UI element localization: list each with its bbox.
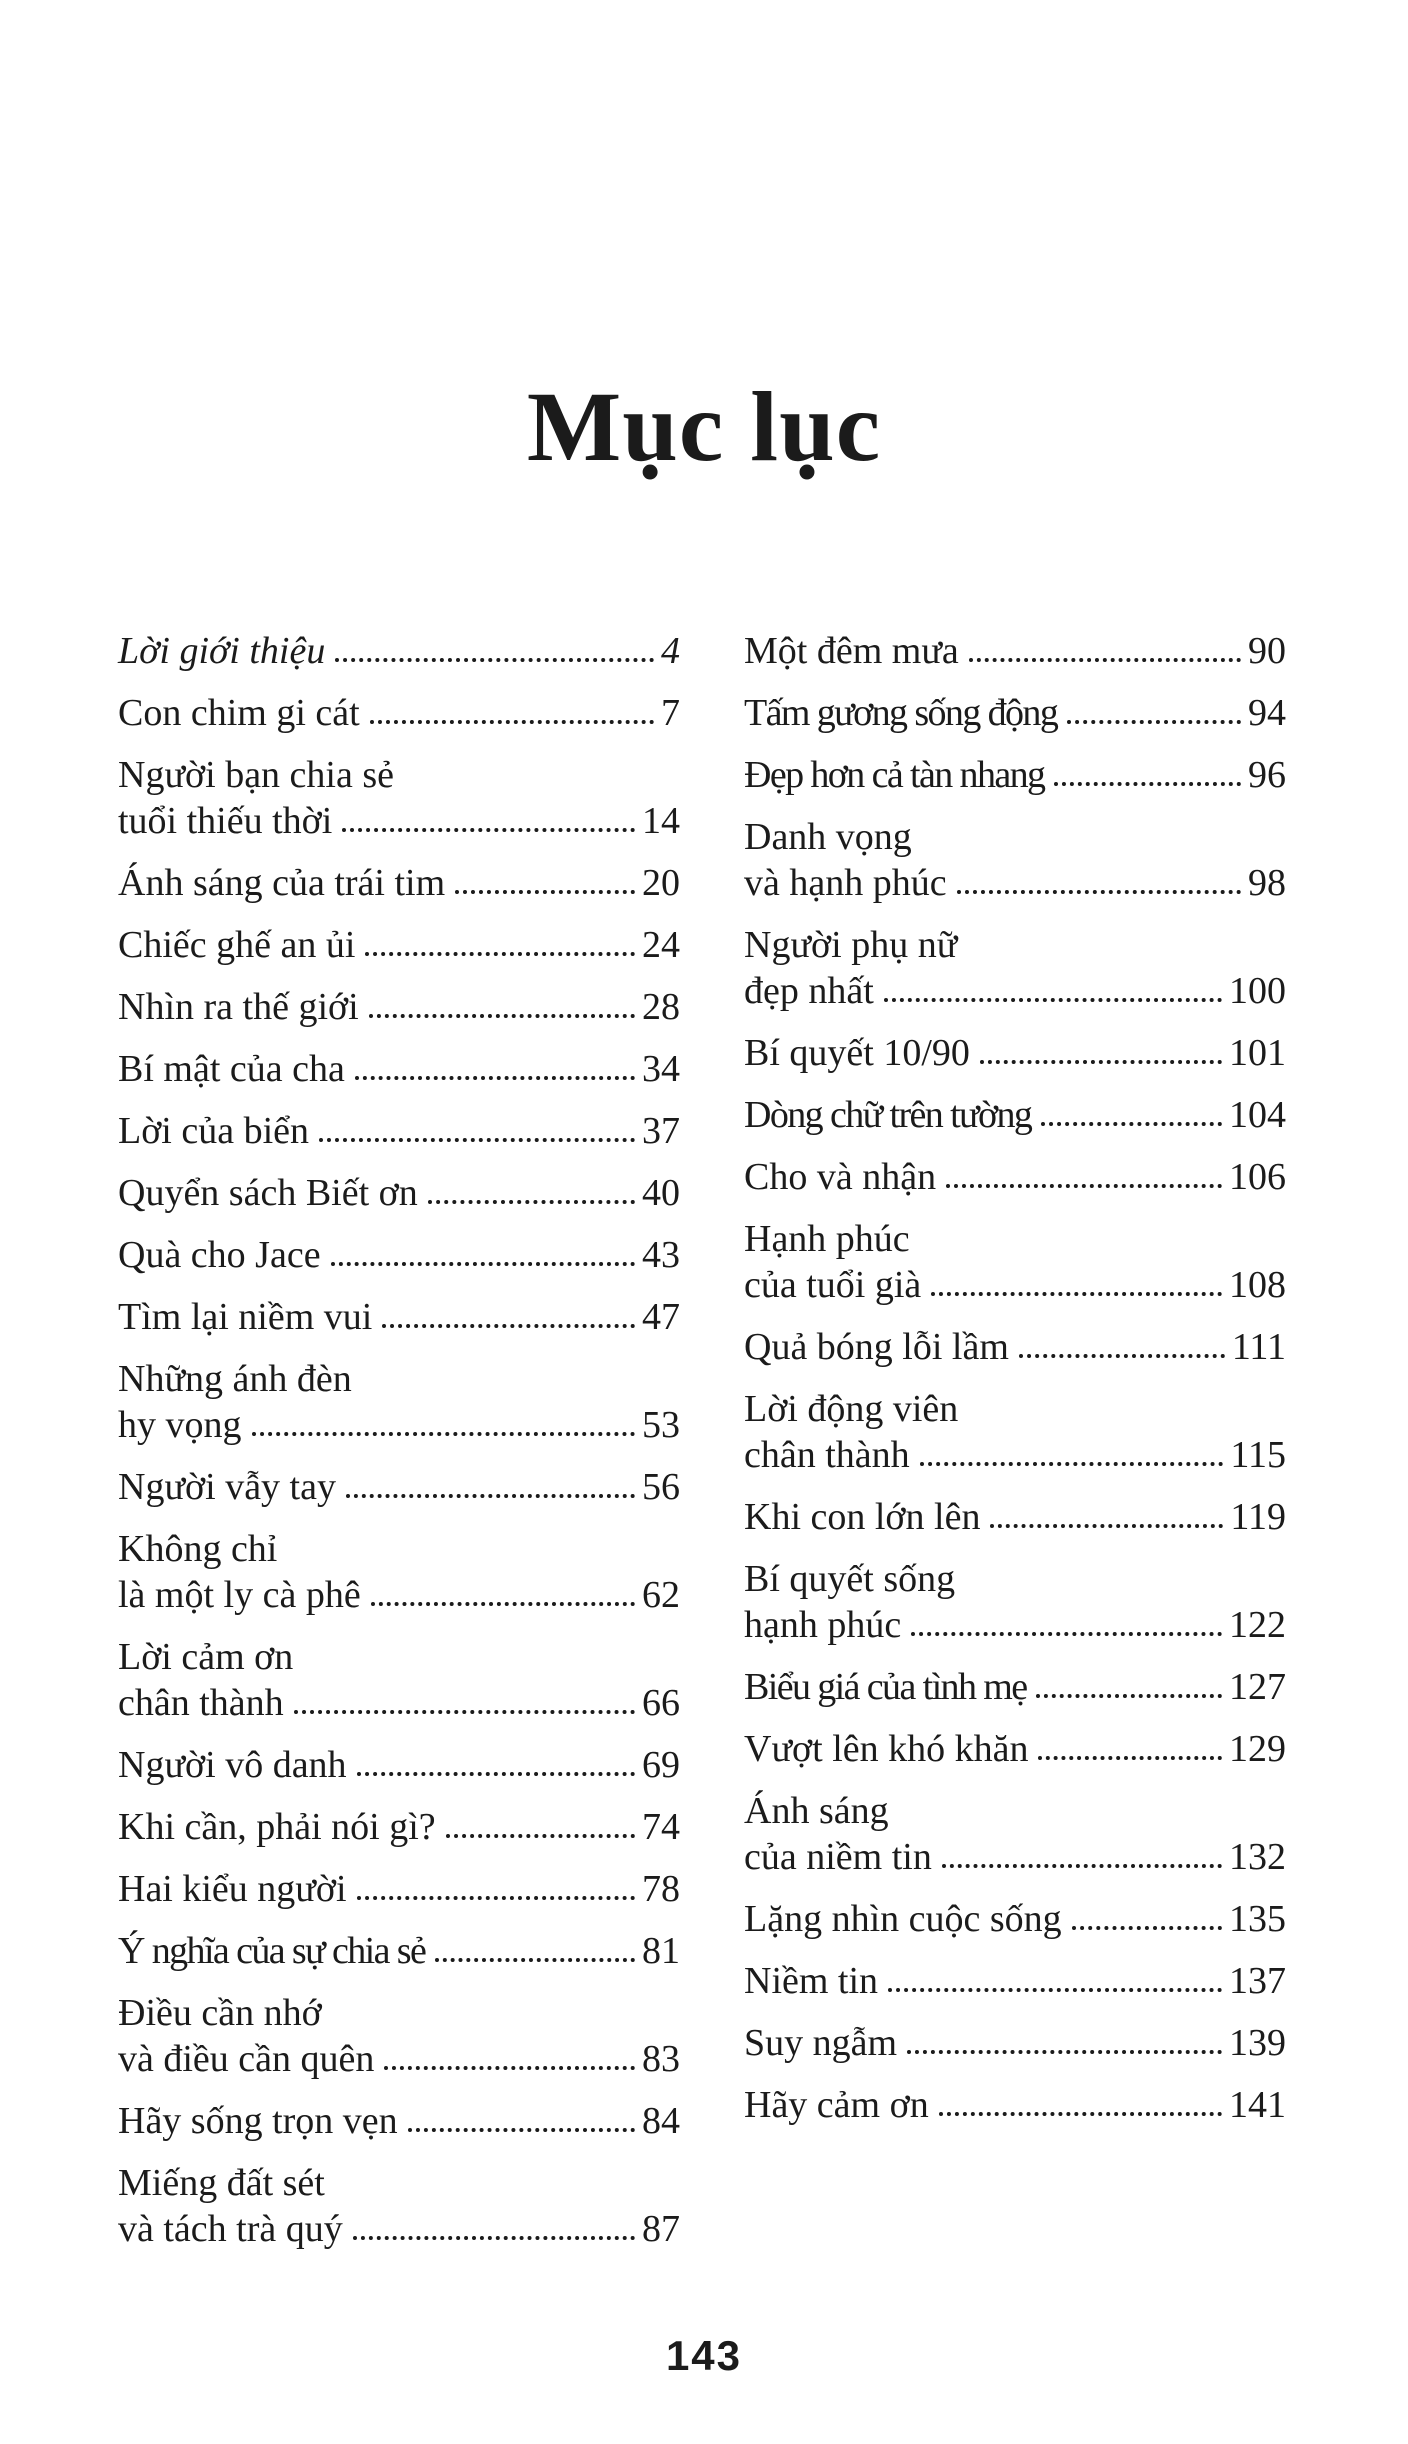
toc-entry-title: Hãy sống trọn vẹn [118,2100,398,2142]
toc-entry-row [118,1572,680,1618]
toc-entry [118,984,680,1030]
toc-entry-title: hy vọng [118,1404,242,1446]
dot-leader [1041,1122,1222,1126]
toc-entry [744,1216,1286,1308]
toc-entry-title: Đẹp hơn cả tàn nhang [744,754,1045,796]
dot-leader [939,2112,1222,2116]
dot-leader [888,1988,1222,1992]
toc-entry [744,1386,1286,1478]
toc-page-number: 100 [1229,970,1286,1012]
toc-entry-title: Quà cho Jace [118,1234,321,1276]
toc-entry-title: đẹp nhất [744,970,874,1012]
toc-page-number: 84 [642,2100,680,2142]
dot-leader [346,1494,635,1498]
toc-entry-title: Vượt lên khó khăn [744,1728,1029,1770]
dot-leader [384,2066,635,2070]
toc-entry [744,690,1286,736]
toc-entry-title: Hai kiểu người [118,1868,347,1910]
dot-leader [357,1772,635,1776]
toc-page-number: 53 [642,1404,680,1446]
toc-entry-title-line: Lời cảm ơn [118,1636,294,1678]
dot-leader [353,2236,635,2240]
toc-entry [118,922,680,968]
toc-page-number: 119 [1230,1496,1286,1538]
toc-entry-row [118,1804,680,1850]
toc-entry [744,1664,1286,1710]
toc-page-number: 14 [642,800,680,842]
toc-entry-title: Con chim gi cát [118,692,360,734]
toc-entry-row [118,1046,680,1092]
toc-entry-row [118,690,680,736]
toc-entry-row [744,1092,1286,1138]
dot-leader [408,2128,635,2132]
toc-entry [744,922,1286,1014]
toc-entry-title: Bí mật của cha [118,1048,345,1090]
toc-entry-row [744,1494,1286,1540]
toc-entry-title: Khi cần, phải nói gì? [118,1806,436,1848]
toc-entry [118,1046,680,1092]
toc-entry-row [118,984,680,1030]
toc-entry [744,814,1286,906]
toc-page-number: 4 [661,630,680,672]
toc-page-number: 111 [1231,1326,1286,1368]
toc-entry-row [118,1402,680,1448]
toc-entry [118,628,680,674]
toc-entry-title: Người vẫy tay [118,1466,336,1508]
toc-entry-title: Lặng nhìn cuộc sống [744,1898,1062,1940]
toc-page-number: 141 [1229,2084,1286,2126]
toc-entry-title: Biểu giá của tình mẹ [744,1666,1027,1708]
dot-leader [355,1076,635,1080]
toc-page-number: 43 [642,1234,680,1276]
toc-entry-title: Tấm gương sống động [744,692,1058,734]
toc-entry-row [744,1324,1286,1370]
toc-entry [744,1494,1286,1540]
toc-entry [118,1526,680,1618]
toc-page-number: 115 [1230,1434,1286,1476]
dot-leader [931,1292,1222,1296]
toc-page-number: 104 [1229,1094,1286,1136]
toc-page-number: 98 [1248,862,1286,904]
toc-page-number: 7 [661,692,680,734]
toc-entry [744,1726,1286,1772]
dot-leader [1054,782,1241,786]
dot-leader [365,952,635,956]
toc-page-number: 37 [642,1110,680,1152]
toc-entry-row [744,2020,1286,2066]
toc-entry-title: Lời của biển [118,1110,310,1152]
dot-leader [357,1896,635,1900]
toc-entry-title: chân thành [118,1682,284,1724]
toc-page-number: 106 [1229,1156,1286,1198]
dot-leader [1019,1354,1225,1358]
dot-leader [1072,1926,1222,1930]
toc-entry [118,1170,680,1216]
toc-page-number: 40 [642,1172,680,1214]
toc-entry-title: Người vô danh [118,1744,347,1786]
toc-entry [118,1928,680,1974]
toc-page-number: 122 [1229,1604,1286,1646]
toc-page-number: 87 [642,2208,680,2250]
toc-page-number: 108 [1229,1264,1286,1306]
toc-entry-row [118,1170,680,1216]
toc-entry [744,1896,1286,1942]
toc-entry [118,1866,680,1912]
toc-entry-row [744,968,1286,1014]
toc-page-number: 90 [1248,630,1286,672]
toc-entry-row [744,2082,1286,2128]
toc-entry-title: Nhìn ra thế giới [118,986,359,1028]
dot-leader [382,1324,635,1328]
dot-leader [435,1958,635,1962]
toc-entry [744,628,1286,674]
toc-entry-title-line: Hạnh phúc [744,1218,910,1260]
toc-page-number: 47 [642,1296,680,1338]
dot-leader [331,1262,635,1266]
toc-page-number: 56 [642,1466,680,1508]
toc-entry-row [118,1928,680,1974]
toc-entry-title: Niềm tin [744,1960,879,2002]
dot-leader [319,1138,635,1142]
toc-entry-title-line: Ánh sáng [744,1790,889,1832]
toc-entry-title: hạnh phúc [744,1604,902,1646]
toc-page-number: 127 [1229,1666,1286,1708]
toc-entry-row [118,2098,680,2144]
dot-leader [990,1524,1223,1528]
toc-entry-title-line: Điều cần nhớ [118,1992,322,2034]
toc-entry [744,1154,1286,1200]
toc-page-number: 28 [642,986,680,1028]
toc-entry-title: là một ly cà phê [118,1574,361,1616]
folio-page-number: 143 [665,2332,743,2379]
toc-entry-title-line: Danh vọng [744,816,912,858]
toc-entry [744,752,1286,798]
toc-entry-row [744,1602,1286,1648]
toc-entry-title: Ý nghĩa của sự chia sẻ [118,1930,426,1972]
toc-entry-row [744,1664,1286,1710]
toc-entry-title-line: Những ánh đèn [118,1358,352,1400]
toc-page-number: 34 [642,1048,680,1090]
toc-entry-row [118,1742,680,1788]
toc-entry [118,2098,680,2144]
dot-leader [371,1602,635,1606]
toc-entry [744,1324,1286,1370]
toc-page-number: 135 [1229,1898,1286,1940]
toc-entry [118,690,680,736]
toc-entry-row [118,1294,680,1340]
toc-entry-title: Suy ngẫm [744,2022,898,2064]
toc-entry-title: và điều cần quên [118,2038,375,2080]
toc-page-number: 83 [642,2038,680,2080]
toc-page-number: 74 [642,1806,680,1848]
toc-entry-title: Dòng chữ trên tường [744,1094,1032,1136]
toc-entry [744,1092,1286,1138]
dot-leader [252,1432,636,1436]
toc-entry-title: Lời giới thiệu [118,630,326,672]
toc-entry-row [744,1834,1286,1880]
toc-page-number: 81 [642,1930,680,1972]
dot-leader [920,1462,1224,1466]
toc-entry [118,860,680,906]
toc-entry-row [744,1262,1286,1308]
toc-entry-title: Một đêm mưa [744,630,959,672]
toc-entry-row [118,798,680,844]
toc-column-left [118,628,680,2268]
toc-entry [744,1958,1286,2004]
toc-entry [118,1232,680,1278]
toc-entry-row [744,752,1286,798]
toc-entry-row [744,1958,1286,2004]
toc-entry-row [744,860,1286,906]
toc-page-number: 62 [642,1574,680,1616]
page-title: Mục lục [526,371,882,482]
toc-entry-row [118,1680,680,1726]
toc-page-number: 137 [1229,1960,1286,2002]
toc-entry-row [118,922,680,968]
dot-leader [884,998,1222,1002]
toc-page-number: 69 [642,1744,680,1786]
toc-entry-title: Ánh sáng của trái tim [118,862,446,904]
toc-entry-row [118,1866,680,1912]
toc-entry-row [744,1432,1286,1478]
toc-entry-row [118,2036,680,2082]
toc-page-number: 129 [1229,1728,1286,1770]
toc-entry-row [118,1232,680,1278]
toc-page-number: 96 [1248,754,1286,796]
toc-page-number: 20 [642,862,680,904]
toc-entry-title: của tuổi già [744,1264,922,1306]
toc-entry-title: Chiếc ghế an ủi [118,924,356,966]
toc-entry [744,1556,1286,1648]
toc-entry-row [744,690,1286,736]
toc-page-number: 139 [1229,2022,1286,2064]
toc-entry-title-line: Người phụ nữ [744,924,958,966]
dot-leader [1038,1756,1222,1760]
toc-entry-row [744,1896,1286,1942]
toc-entry-title: tuổi thiếu thời [118,800,333,842]
toc-entry [118,2160,680,2252]
toc-entry-title: Quyển sách Biết ơn [118,1172,418,1214]
toc-entry [118,1294,680,1340]
dot-leader [1067,720,1241,724]
toc-column-right [744,628,1286,2268]
dot-leader [370,720,654,724]
toc-entry-row [744,1726,1286,1772]
toc-page-number: 66 [642,1682,680,1724]
toc-page-number: 101 [1229,1032,1286,1074]
dot-leader [335,658,654,662]
toc-page-number: 24 [642,924,680,966]
toc-page-number: 78 [642,1868,680,1910]
toc-entry-title: Quả bóng lỗi lầm [744,1326,1009,1368]
toc-entry-row [118,1464,680,1510]
toc-entry-row [118,2206,680,2252]
dot-leader [428,1200,635,1204]
toc-entry-title: chân thành [744,1434,910,1476]
toc-entry-title: Khi con lớn lên [744,1496,981,1538]
toc-entry-title: Bí quyết 10/90 [744,1032,970,1074]
dot-leader [294,1710,635,1714]
dot-leader [957,890,1241,894]
toc-entry [118,1108,680,1154]
toc-entry-title: Tìm lại niềm vui [118,1296,373,1338]
toc-entry-row [744,1030,1286,1076]
toc-entry [118,1990,680,2082]
toc-entry [744,1030,1286,1076]
toc-entry-title-line: Lời động viên [744,1388,959,1430]
toc-entry-title-line: Người bạn chia sẻ [118,754,395,796]
dot-leader [342,828,635,832]
toc-entry [118,752,680,844]
toc-entry-title: Hãy cảm ơn [744,2084,929,2126]
toc-entry-title: của niềm tin [744,1836,932,1878]
toc-entry [118,1634,680,1726]
toc-entry-title-line: Không chỉ [118,1528,278,1570]
dot-leader [911,1632,1222,1636]
toc-entry-row [744,628,1286,674]
toc-entry [118,1464,680,1510]
dot-leader [980,1060,1222,1064]
dot-leader [446,1834,635,1838]
toc-entry-title: và tách trà quý [118,2208,343,2250]
toc-entry [118,1742,680,1788]
dot-leader [907,2050,1222,2054]
toc-page-number: 94 [1248,692,1286,734]
toc-entry-title-line: Bí quyết sống [744,1558,956,1600]
toc-entry [744,2082,1286,2128]
toc-entry [744,2020,1286,2066]
dot-leader [455,890,635,894]
toc-entry [118,1356,680,1448]
toc-entry-row [744,1154,1286,1200]
dot-leader [946,1184,1222,1188]
toc-entry [118,1804,680,1850]
dot-leader [369,1014,635,1018]
table-of-contents [118,628,1286,2268]
toc-entry-row [118,628,680,674]
dot-leader [969,658,1241,662]
dot-leader [1036,1694,1222,1698]
toc-page-number: 132 [1229,1836,1286,1878]
toc-entry [744,1788,1286,1880]
dot-leader [942,1864,1222,1868]
toc-entry-title-line: Miếng đất sét [118,2162,325,2204]
toc-entry-title: và hạnh phúc [744,862,947,904]
toc-entry-row [118,1108,680,1154]
toc-entry-row [118,860,680,906]
toc-entry-title: Cho và nhận [744,1156,937,1198]
